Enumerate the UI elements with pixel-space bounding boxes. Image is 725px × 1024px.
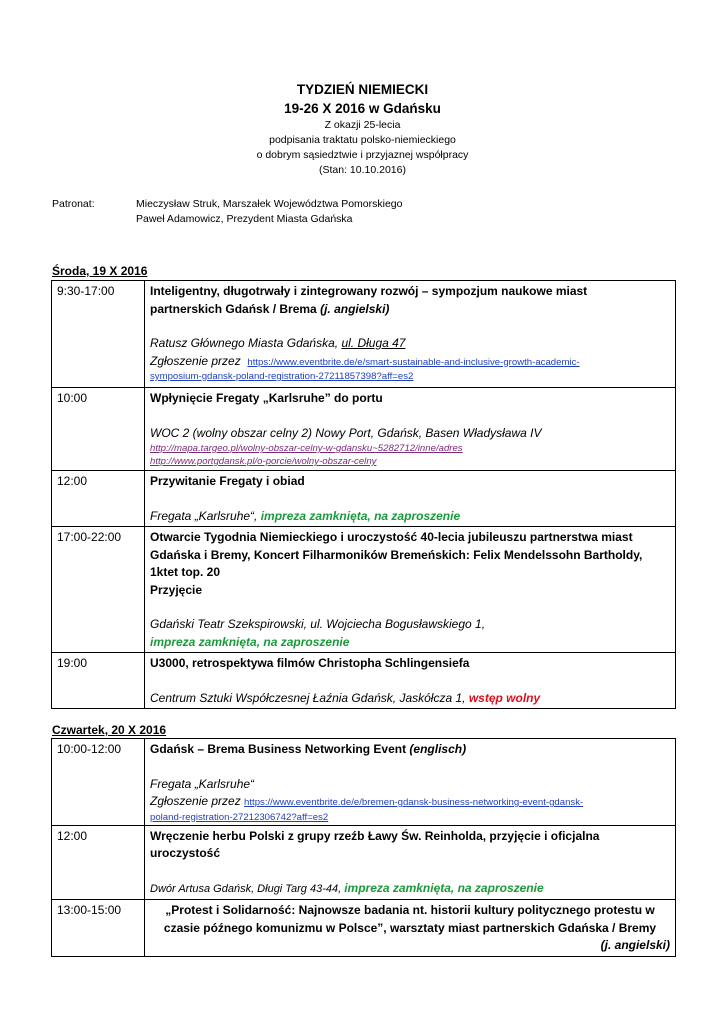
event-venue: Centrum Sztuki Współczesnej Łaźnia Gdańsk, Jaskółcza 1, (150, 690, 469, 705)
schedule-table-wednesday (51, 280, 676, 709)
status-date: (Stan: 10.10.2016) (319, 164, 406, 176)
event-details (145, 527, 676, 653)
patronage-label: Patronat: (52, 198, 95, 210)
event-time: 19:00 (52, 653, 145, 709)
closed-event-note: impreza zamknięta, na zaproszenie (344, 880, 544, 895)
event-title: Wręczenie herbu Polski z grupy rzeźb Ławy Św. Reinholda, przyjęcie i oficjalna (150, 828, 600, 843)
event-time: 9:30-17:00 (52, 281, 145, 388)
subtitle-line-1: Z okazji 25-lecia (324, 119, 401, 131)
language-note: (j. angielski) (600, 938, 670, 952)
event-details (145, 825, 676, 900)
day-heading-thursday: Czwartek, 20 X 2016 (52, 723, 167, 737)
patron-1: Mieczysław Struk, Marszałek Województwa Pomorskiego (136, 198, 403, 210)
event-title: „Protest i Solidarność: Najnowsze badania nt. historii kultury politycznego protestu w (165, 903, 655, 917)
event-title: U3000, retrospektywa filmów Christopha Schlingensiefa (150, 656, 470, 670)
subtitle-line-3: o dobrym sąsiedztwie i przyjaznej współpracy (256, 149, 469, 161)
table-row (52, 739, 676, 826)
table-row (52, 527, 676, 653)
title-line-1: TYDZIEŃ NIEMIECKI (296, 82, 429, 97)
registration-link-cont[interactable]: poland-registration-27212306742?aff=es2 (150, 811, 329, 823)
event-details (145, 281, 676, 388)
table-row (52, 900, 676, 957)
event-title: Wpłynięcie Fregaty „Karlsruhe” do portu (150, 391, 383, 405)
registration-link[interactable]: https://www.eventbrite.de/e/bremen-gdansk-business-networking-event-gdansk- (244, 797, 584, 808)
registration-link[interactable]: https://www.eventbrite.de/e/smart-sustainable-and-inclusive-growth-academic- (247, 356, 580, 368)
table-row (52, 471, 676, 527)
event-title: Przywitanie Fregaty i obiad (150, 474, 305, 488)
subtitle-line-2: podpisania traktatu polsko-niemieckiego (269, 134, 456, 146)
event-title: Otwarcie Tygodnia Niemieckiego i uroczystość 40-lecia jubileuszu partnerstwa miast (150, 530, 633, 544)
event-time: 12:00 (52, 471, 145, 527)
document-header (0, 80, 725, 178)
event-venue: Fregata „Karlsruhe“, (150, 508, 261, 523)
event-title: czasie późnego komunizmu w Polsce”, warsztaty miast partnerskich Gdańska / Bremy (163, 920, 657, 935)
schedule-table-thursday (51, 738, 676, 957)
event-venue: Gdański Teatr Szekspirowski, ul. Wojciecha Bogusławskiego 1, (150, 617, 486, 631)
event-time: 12:00 (52, 825, 145, 900)
event-details (145, 900, 676, 957)
venue-address: ul. Długa 47 (341, 336, 406, 350)
event-venue: WOC 2 (wolny obszar celny 2) Nowy Port, Gdańsk, Basen Władysława IV (150, 425, 542, 440)
closed-event-note: impreza zamknięta, na zaproszenie (260, 508, 461, 523)
title-line-2: 19-26 X 2016 w Gdańsku (284, 101, 441, 116)
event-title: Przyjęcie (150, 582, 203, 597)
table-row (52, 388, 676, 471)
event-details (145, 653, 676, 709)
map-link[interactable]: http://mapa.targeo.pl/wolny-obszar-celny-w-gdansku~5282712/inne/adres (150, 443, 463, 454)
event-venue: Dwór Artusa Gdańsk, Długi Targ 43-44, (150, 882, 345, 895)
closed-event-note: impreza zamknięta, na zaproszenie (150, 634, 350, 649)
event-title: 1ktet top. 20 (150, 565, 221, 579)
event-title: partnerskich Gdańsk / Brema (150, 301, 321, 316)
table-row (52, 825, 676, 900)
day-heading-wednesday: Środa, 19 X 2016 (52, 264, 148, 278)
event-details (145, 471, 676, 527)
event-venue: Fregata „Karlsruhe“ (150, 776, 255, 791)
event-time: 10:00-12:00 (52, 739, 145, 826)
registration-link-cont[interactable]: symposium-gdansk-poland-registration-27211857398?aff=es2 (150, 371, 414, 382)
event-details (145, 739, 676, 826)
event-time: 13:00-15:00 (52, 900, 145, 957)
language-note: (englisch) (409, 742, 467, 756)
event-time: 10:00 (52, 388, 145, 471)
language-note: (j. angielski) (320, 301, 390, 316)
event-title: Gdańsk – Brema Business Networking Event (150, 742, 410, 756)
event-details (145, 388, 676, 471)
event-venue: Ratusz Głównego Miasta Gdańska, (150, 336, 342, 350)
table-row (52, 281, 676, 388)
patron-2: Paweł Adamowicz, Prezydent Miasta Gdańska (136, 213, 353, 225)
free-entry-note: wstęp wolny (468, 690, 541, 705)
registration-label: Zgłoszenie przez (150, 794, 245, 808)
table-row (52, 653, 676, 709)
event-time: 17:00-22:00 (52, 527, 145, 653)
event-title: Inteligentny, długotrwały i zintegrowany rozwój – sympozjum naukowe miast (150, 284, 588, 298)
event-title: uroczystość (150, 846, 221, 860)
event-title: Gdańska i Bremy, Koncert Filharmoników Bremeńskich: Felix Mendelssohn Bartholdy, (150, 547, 643, 562)
registration-label: Zgłoszenie przez (150, 353, 241, 368)
port-link[interactable]: http://www.portgdansk.pl/o-porcie/wolny-obszar-celny (150, 456, 377, 467)
